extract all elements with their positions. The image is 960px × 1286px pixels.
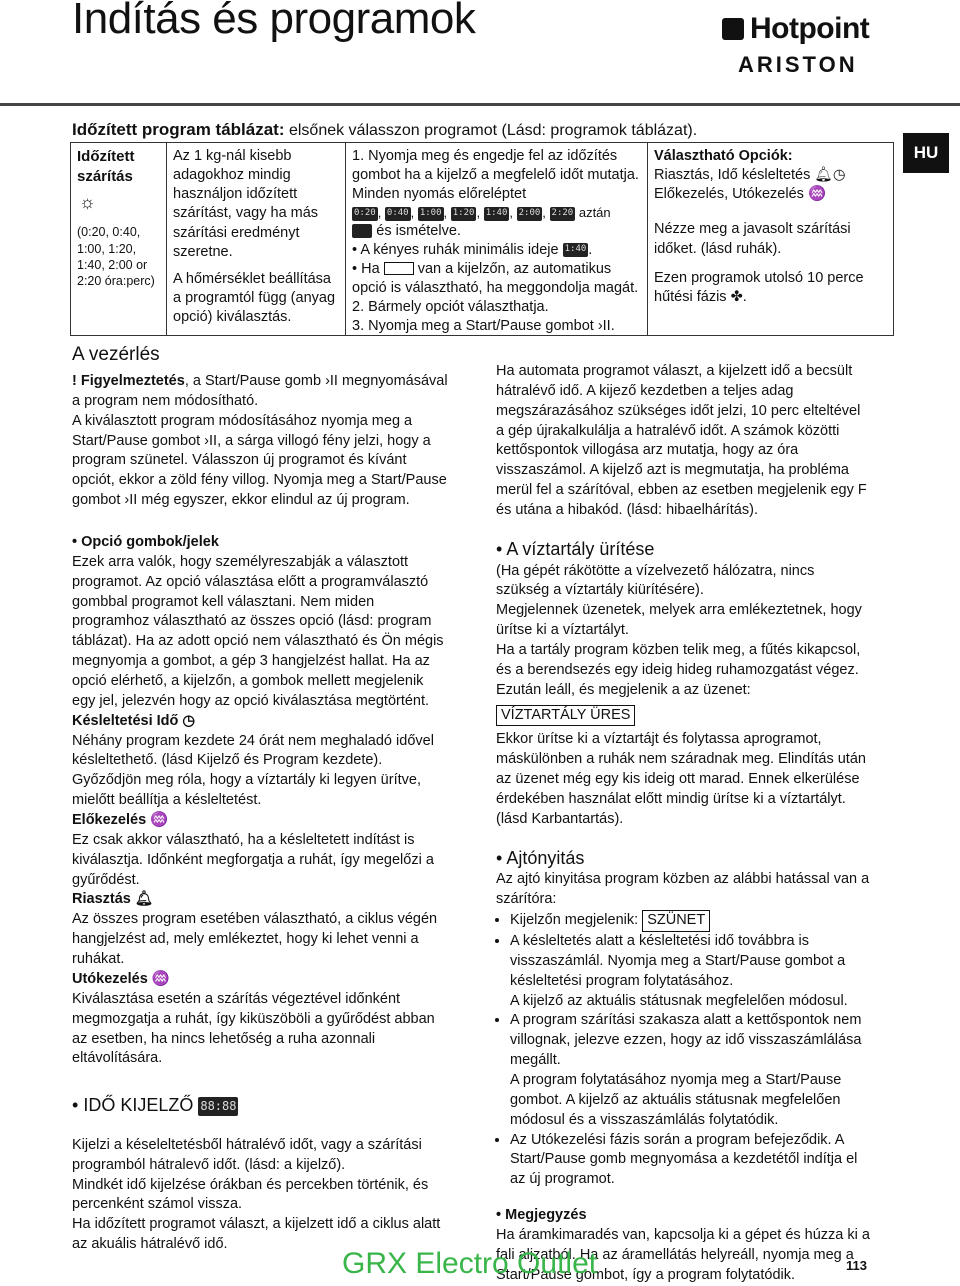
options-line-4-text: Ezen programok utolsó 10 perce hűtési fázis [654, 269, 864, 305]
step-1-repeat [352, 222, 641, 241]
step-1-then: aztán [578, 205, 611, 221]
table-cell-usage [167, 143, 346, 335]
tank-paragraph-4: Ekkor ürítse ki a víztartájt és folytassa aprogramot, máskülönben a ruhák nem száradnak meg. Elindítás után az üzenet még egy kis ideig ott marad. Ennek elkerülése érdekében használat előtt mindig ürítse ki a víztartályt. (lásd Karbantartás). [496, 731, 866, 827]
options-title: Választható Opciók: [654, 148, 793, 164]
tank-paragraph-3: Ha a tartály program közben telik meg, a fűtés kikapcsol, és a berendsezés egy ideig hideg ruhamozgatást végez. Ezután leáll, és megjelenik a az üzenet: [496, 641, 861, 698]
pause-message: SZÜNET [642, 910, 710, 932]
page-title: Indítás és programok [72, 0, 476, 43]
step-2: 2. Bármely opciót választhatja. [352, 299, 549, 316]
door-item-1-text: Kijelzőn megjelenik: [510, 912, 639, 929]
change-program-paragraph: A kiválasztott program módosításához nyomja meg a Start/Pause gombot ›II, a sárga villogó fény jelzi, hogy a program szünetel. Válasszon új programot és kívánt opciót, ekkor a zöld fény villog. Nyomja meg a Start/Pause gombot ›II még egyszer, ekkor elindul az új program. [72, 412, 447, 509]
header-divider [0, 103, 960, 106]
program-times: (0:20, 0:40, 1:00, 1:20, 1:40, 2:00 or 2:20 óra:perc) [77, 225, 155, 289]
bullet-auto-a: Ha [361, 260, 380, 277]
step-3-text: 3. Nyomja meg a Start/Pause gombot [352, 318, 594, 335]
delay-heading [72, 712, 450, 732]
door-heading: • Ajtónyitás [496, 847, 585, 868]
options-heading: • Opció gombok/jelek [72, 534, 219, 551]
time-display-heading-text: IDŐ KIJELZŐ [83, 1095, 194, 1116]
note-heading-text: Megjegyzés [505, 1207, 587, 1224]
delay-clock-icon: ◷ [832, 167, 846, 184]
lcd-0-20: 0:20 [352, 207, 378, 221]
pre-paragraph: Ez csak akkor választható, ha a késleltetett indítást is kiválasztja. Időnként megforgatja a ruhát, így megelőzi a gyűrődést. [72, 831, 434, 888]
alarm-paragraph: Az összes program esetében választható, a ciklus végén hangjelzést ad, mely emlékeztet, hogy ki lehet venni a ruhákat. [72, 911, 438, 968]
door-paragraph: Az ajtó kinyitása program közben az alábbi hatással van a szárítóra: [496, 871, 870, 908]
note-heading: • Megjegyzés [496, 1207, 587, 1224]
cooling-fan-icon: ✤ [730, 288, 743, 305]
door-item-3-text: A program szárítási szakasza alatt a kettőspontok nem villognak, jelezve ezzen, hogy az idő visszaszámlálása megállt. [510, 1012, 862, 1069]
auto-program-paragraph: Ha automata programot választ, a kijelzett idő a becsült hátralévő idő. A kijező kezdetben a teljes adag megszárazásához szükséges időt jelzi, 10 perc elteltével a gép újrakalkulálja a hatralévő időt. A számok közötti kettőspontok villogása arz mutatja, hogy az óra visszaszámol. A kijelző azt is megmutatja, ha probléma merül fel a szárítóval, ebben az esetben megjelenik egy F és utána a hibakód. (lásd: hibaelhárítás). [496, 363, 867, 519]
lcd-delicate: 1:40 [563, 243, 589, 257]
door-item-1 [510, 910, 870, 932]
door-list [496, 910, 870, 1190]
controls-title: A vezérlés [72, 344, 160, 365]
door-heading-text: Ajtónyitás [506, 847, 585, 868]
lcd-1-20: 1:20 [451, 207, 477, 221]
table-heading-rest: elsőnek válasszon programot (Lásd: programok táblázat). [284, 122, 698, 139]
table-cell-steps [346, 143, 648, 335]
door-item-4: • Az Utókezelési fázis során a program befejeződik. A Start/Pause gomb megnyomása a kezdetétől indítja el az új programot. [510, 1131, 870, 1191]
door-item-2b: A kijelző az aktuális státusnak megfelelően módosul. [510, 992, 848, 1009]
time-paragraph-3: Ha időzített programot választ, a kijelzett idő a ciklus alatt az akuális hátralévő idő. [72, 1216, 441, 1253]
options-line-3: Nézze meg a javasolt szárítási időket. (lásd ruhák). [654, 221, 851, 257]
pre-heading [72, 811, 450, 831]
alarm-bell-icon: 🔔︎ [134, 891, 154, 908]
tumble-icon: ♒ [151, 970, 170, 987]
warning-paragraph [72, 372, 450, 412]
tumble-icon: ♒ [150, 812, 169, 829]
alarm-bell-icon: 🔔︎ [814, 167, 833, 184]
tank-heading: • A víztartály ürítése [496, 538, 655, 559]
options-heading-text: Opció gombok/jelek [81, 534, 219, 551]
table-heading [72, 120, 697, 140]
lcd-2-20: 2:20 [550, 207, 576, 221]
left-column [72, 372, 450, 1255]
step-1: 1. Nyomja meg és engedje fel az időzítés gombot ha a kijelző a megfelelő időt mutatja. Minden nyomás előreléptet [352, 148, 639, 203]
bullet-auto: • Ha van a kijelzőn, az automatikus opció is választható, ha meggondolja magát. [352, 260, 639, 296]
right-column [496, 362, 870, 1286]
delay-clock-icon: ◷ [182, 712, 196, 729]
page-number: 113 [846, 1258, 867, 1273]
options-line-2-text: Előkezelés, Utókezelés [654, 186, 804, 203]
tank-paragraph-2: Megjelennek üzenetek, melyek arra emlékeztetnek, hogy ürítse ki a víztartályt. [496, 602, 862, 639]
time-paragraph-2: Mindkét idő kijelzése órákban és percekben történik, és percenként számol vissza. [72, 1176, 429, 1213]
delay-paragraph: Néhány program kezdete 24 órát nem meghaladó idővel késleltethető. (lásd Kijelző és Program kezdete). Győződjön meg róla, hogy a víztartály ki legyen ürítve, mielőtt beállítja a késleltetést. [72, 732, 434, 809]
door-item-3b: A program folytatásához nyomja meg a Start/Pause gombot. A kijelző az aktuális státusnak megfelelően módosul és a visszaszámlálás folytatódik. [510, 1071, 842, 1128]
tumble-icon: ♒ [807, 186, 827, 203]
post-heading-text: Utókezelés [72, 970, 148, 987]
table-cell-options [648, 143, 893, 335]
warning-bold: ! Figyelmeztetés [72, 373, 185, 389]
options-line-2 [654, 185, 887, 204]
brand-logo [722, 12, 892, 78]
lcd-1-40: 1:40 [484, 207, 510, 221]
options-paragraph: Ezek arra valók, hogy személyreszabják a választott programot. Az opció választása előtt a programválasztó gombbal programot kell választani. Nem miden programhoz választható az összes opció (lásd: program táblázat). Ha az adott opció nem választható és Ön mégis megnyomja a gombot, a gép 3 hangjelzést hallat. Ha az opció elérhető, a kijelzőn, a gombok mellett megjelenik egy jel, jelezvén hogy az opció kiválasztása megtörtént. [72, 553, 444, 709]
door-item-2-text: A késleltetés alatt a késleltetési idő továbbra is visszaszámlál. Nyomja meg a Start/Pause gombot a késleltetési program folytatásához. [510, 932, 846, 989]
door-item-3 [510, 1011, 870, 1130]
delay-heading-text: Késleltetési Idő [72, 712, 179, 729]
lcd-2-00: 2:00 [517, 207, 543, 221]
time-paragraph-1: Kijelzi a késeleltetésből hátralévő időt, vagy a szárítási programból hátralevő időt. (lásd: a kijelző). [72, 1136, 422, 1173]
tank-message [496, 705, 870, 727]
logo-brand-text: Hotpoint [750, 12, 870, 45]
tank-heading-text: A víztartály ürítése [506, 538, 655, 559]
options-line-1-text: Riasztás, Idő késleltetés [654, 167, 811, 184]
pre-heading-text: Előkezelés [72, 812, 147, 829]
usage-text-1: Az 1 kg-nál kisebb adagokhoz mindig használjon időzített szárítást, vagy ha más szárítási eredményt szeretne. [173, 148, 319, 260]
lcd-0-40: 0:40 [385, 207, 411, 221]
time-display-lcd: 88:88 [198, 1097, 238, 1115]
warning-text: , a Start/Pause gomb ›II megnyomásával a program nem módosítható. [72, 373, 448, 409]
options-line-1 [654, 166, 887, 185]
step-3: 3. Nyomja meg a Start/Pause gombot ›II. [352, 318, 615, 335]
alarm-heading-text: Riasztás [72, 891, 131, 908]
footer-watermark: GRX Electro Outlet [342, 1247, 598, 1280]
post-paragraph: Kiválasztása esetén a szárítás végeztével időnként megmozgatja a ruhát, így kiküszöböli a gyűrődést abban az esetben, ha nincs lehetőség a ruha azonnali eltávolítására. [72, 990, 435, 1067]
table-heading-bold: Időzített program táblázat: [72, 120, 285, 139]
options-line-4: Ezen programok utolsó 10 perce hűtési fázis ✤. [654, 269, 864, 305]
door-item-2 [510, 932, 870, 1011]
program-table [70, 142, 894, 336]
lcd-blank-icon [352, 224, 372, 238]
language-badge: HU [903, 133, 949, 173]
logo-mark-icon [722, 18, 744, 40]
program-name: Időzített szárítás [77, 148, 135, 185]
table-cell-program [71, 143, 167, 335]
start-pause-icon: ›II [597, 318, 611, 335]
display-segment-icon [384, 262, 414, 275]
tank-empty-message: VÍZTARTÁLY ÜRES [496, 705, 635, 727]
bullet-delicate-text: A kényes ruhák minimális ideje [360, 241, 559, 258]
usage-text-2: A hőmérséklet beállítása a programtól függ (anyag opció) kiválasztás. [173, 270, 336, 325]
time-display-heading: • IDŐ KIJELZŐ 88:88 [72, 1095, 237, 1116]
post-heading [72, 970, 450, 990]
logo-sub-text: ARISTON [738, 52, 858, 77]
bullet-auto-b: van a kijelzőn, az automatikus opció is választható, ha meggondolja magát. [352, 260, 639, 296]
lcd-1-00: 1:00 [418, 207, 444, 221]
step-1-lcds: 0:20 , 0:40 , 1:00 , 1:20 , 1:40 , 2:00 , 2:20 aztán [354, 205, 611, 221]
note-paragraph: Ha áramkimaradés van, kapcsolja ki a gépet és húzza ki a fali aljzatból. Ha az áramellátás helyreáll, nyomja meg a Start/Pause gombot, így a program folytatódik. [496, 1226, 870, 1283]
bullet-delicate: • A kényes ruhák minimális ideje 1:40 . [352, 241, 593, 258]
step-1-repeat-text: és ismételve. [376, 222, 461, 239]
tank-paragraph-1: (Ha gépét rákötötte a vízelvezető hálózatra, nincs szükség a víztartály kiürítésére). [496, 562, 815, 599]
alarm-heading [72, 890, 450, 910]
sun-icon: ☼ [79, 191, 96, 212]
